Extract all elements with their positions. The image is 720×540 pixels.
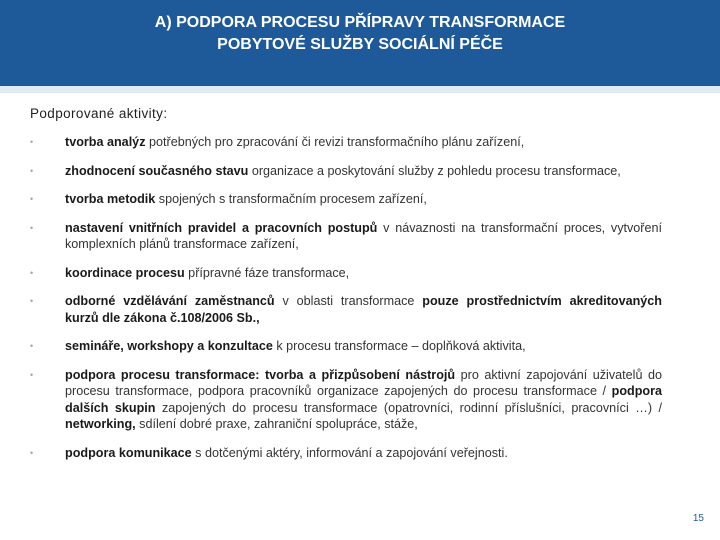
list-item bbox=[30, 367, 662, 433]
page-title bbox=[60, 12, 660, 56]
bullet-icon: • bbox=[30, 222, 34, 233]
item-text: potřebných pro zpracování či revizi transformačního plánu zařízení, bbox=[145, 135, 525, 149]
item-text: v oblasti transformace bbox=[274, 294, 423, 308]
item-bold-text: podpora procesu transformace: tvorba a přizpůsobení nástrojů bbox=[65, 367, 456, 382]
list-item bbox=[30, 338, 662, 355]
item-bold-text: podpora komunikace bbox=[65, 445, 192, 460]
list-item bbox=[30, 293, 662, 326]
page-title-line-1: A) PODPORA PROCESU PŘÍPRAVY TRANSFORMACE bbox=[154, 14, 566, 31]
bullet-icon: • bbox=[30, 447, 34, 458]
item-text: zapojených do procesu transformace (opatrovníci, rodinní příslušníci, pracovníci …) / bbox=[155, 400, 662, 415]
item-bold-text: nastavení vnitřních pravidel a pracovních postupů bbox=[65, 220, 378, 235]
item-text: v návaznosti na transformační proces, vytvoření komplexních plánů transformace zařízení, bbox=[65, 220, 663, 251]
item-bold-text: tvorba analýz bbox=[65, 135, 146, 149]
item-bold-text: tvorba metodik bbox=[65, 192, 156, 206]
item-text: přípravné fáze transformace, bbox=[184, 265, 350, 280]
bullet-icon: • bbox=[30, 296, 34, 306]
item-bold-text: koordinace procesu bbox=[65, 265, 185, 280]
bullet-icon: • bbox=[30, 194, 34, 204]
item-bold-text: zhodnocení současného stavu bbox=[65, 163, 249, 178]
section-label: Podporované aktivity: bbox=[30, 106, 168, 121]
list-item bbox=[30, 134, 662, 151]
bullet-icon: • bbox=[30, 165, 34, 176]
activity-list bbox=[30, 134, 662, 473]
item-bold-text: podpora dalších skupin bbox=[65, 384, 662, 415]
list-item bbox=[30, 445, 662, 462]
header-divider bbox=[0, 86, 720, 93]
item-text: spojených s transformačním procesem zařízení, bbox=[155, 192, 427, 206]
list-item bbox=[30, 191, 662, 208]
item-bold-text: networking, bbox=[65, 417, 136, 431]
item-bold-text: pouze prostřednictvím akreditovaných kurzů dle zákona č.108/2006 Sb., bbox=[65, 294, 662, 325]
list-item bbox=[30, 163, 662, 180]
bullet-icon: • bbox=[30, 267, 34, 278]
item-bold-text: odborné vzdělávání zaměstnanců bbox=[65, 294, 275, 308]
item-text: k procesu transformace – doplňková aktivita, bbox=[272, 339, 526, 353]
item-text: sdílení dobré praxe, zahraniční spolupráce, stáže, bbox=[135, 417, 418, 431]
page-number: 15 bbox=[692, 513, 704, 524]
item-text: pro aktivní zapojování uživatelů do procesu transformace, podpora pracovníků organizace zapojených do procesu transformace / bbox=[65, 367, 662, 398]
item-text: s dotčenými aktéry, informování a zapojování veřejnosti. bbox=[191, 445, 508, 460]
title-banner bbox=[0, 0, 720, 86]
page-title-line-2: POBYTOVÉ SLUŽBY SOCIÁLNÍ PÉČE bbox=[217, 36, 503, 53]
list-item bbox=[30, 265, 662, 282]
bullet-icon: • bbox=[30, 341, 34, 351]
item-text: organizace a poskytování služby z pohledu procesu transformace, bbox=[248, 163, 621, 178]
bullet-icon: • bbox=[30, 369, 34, 380]
list-item bbox=[30, 220, 662, 253]
item-bold-text: semináře, workshopy a konzultace bbox=[65, 339, 273, 353]
bullet-icon: • bbox=[30, 137, 34, 147]
